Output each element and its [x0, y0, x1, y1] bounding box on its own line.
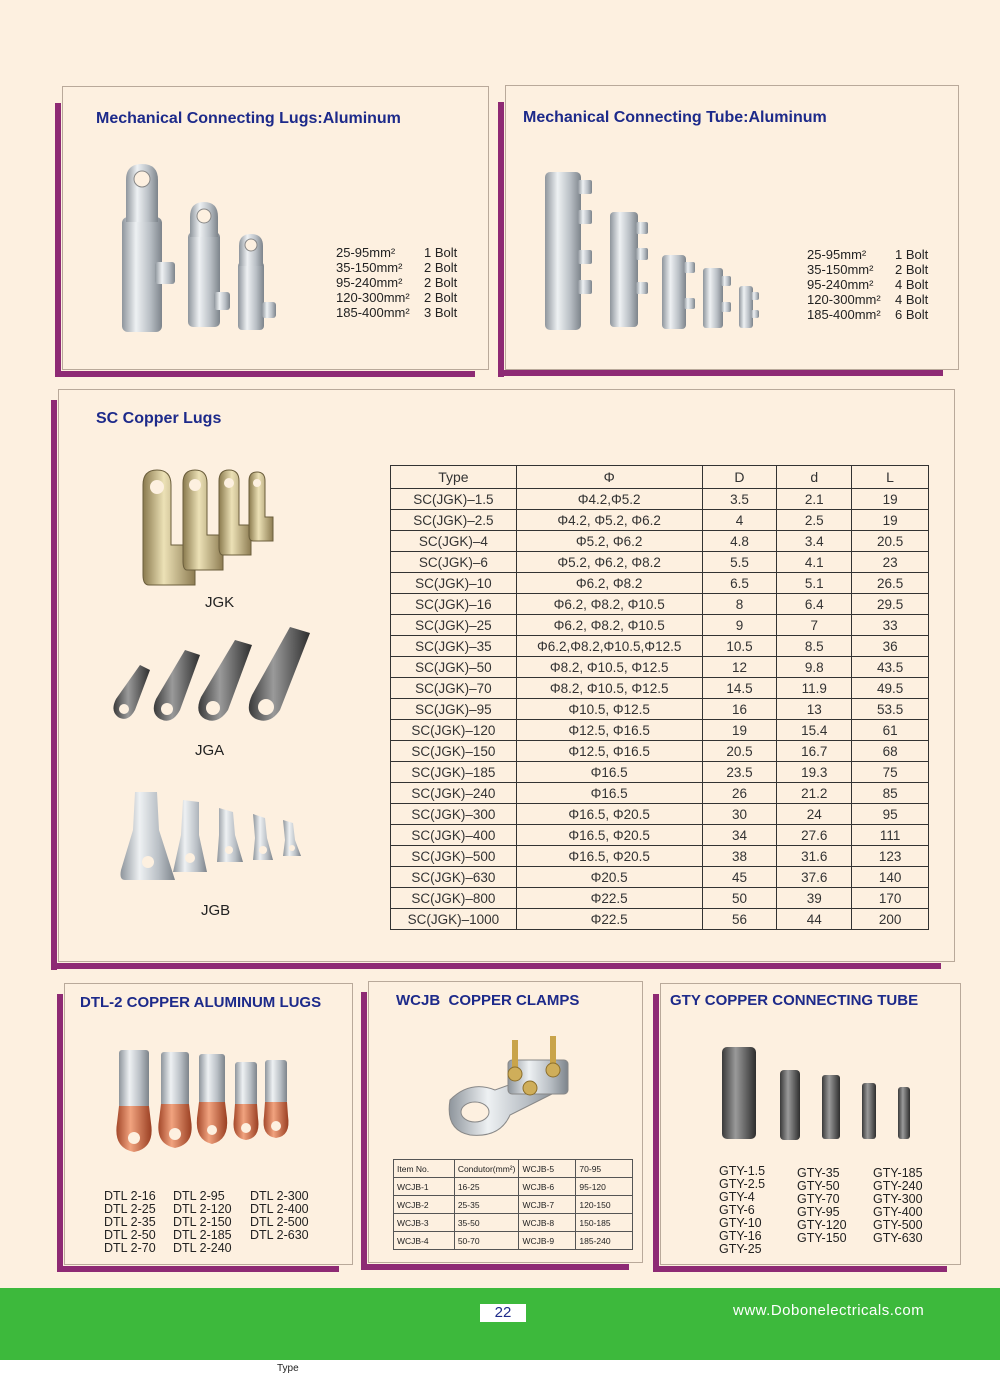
table-cell: WCJB-5 — [519, 1160, 576, 1178]
table-row — [394, 1232, 633, 1250]
table-cell: 75 — [852, 762, 929, 783]
sc-lugs-title: SC Copper Lugs — [96, 410, 222, 427]
table-cell: 14.5 — [702, 678, 777, 699]
dtl-title: DTL-2 COPPER ALUMINUM LUGS — [80, 994, 322, 1011]
table-cell: 9 — [702, 615, 777, 636]
table-cell: Φ16.5 — [516, 762, 702, 783]
table-cell: Φ22.5 — [516, 909, 702, 930]
table-cell: 26.5 — [852, 573, 929, 594]
table-cell: 21.2 — [777, 783, 852, 804]
table-cell: SC(JGK)–1000 — [391, 909, 517, 930]
table-cell: WCJB-4 — [394, 1232, 455, 1250]
table-cell: Φ5.2, Φ6.2, Φ8.2 — [516, 552, 702, 573]
table-cell: Condutor(mm²) — [454, 1160, 519, 1178]
table-cell: 8 — [702, 594, 777, 615]
table-cell: Φ8.2, Φ10.5, Φ12.5 — [516, 657, 702, 678]
table-cell: 39 — [777, 888, 852, 909]
mech-lugs-title: Mechanical Connecting Lugs:Aluminum — [96, 110, 401, 127]
table-cell: 45 — [702, 867, 777, 888]
table-cell: 8.5 — [777, 636, 852, 657]
table-cell: SC(JGK)–35 — [391, 636, 517, 657]
table-cell: SC(JGK)–95 — [391, 699, 517, 720]
table-cell: 150-185 — [576, 1214, 633, 1232]
table-row — [391, 636, 929, 657]
jgb-lug-image — [115, 790, 315, 890]
table-row — [391, 888, 929, 909]
footer-bar — [0, 1288, 1000, 1360]
table-cell: WCJB-1 — [394, 1178, 455, 1196]
table-row — [391, 531, 929, 552]
page-number: 22 — [480, 1304, 526, 1322]
table-cell: 3.5 — [702, 489, 777, 510]
table-cell: SC(JGK)–50 — [391, 657, 517, 678]
table-row — [391, 657, 929, 678]
table-cell: SC(JGK)–300 — [391, 804, 517, 825]
table-cell: 11.9 — [777, 678, 852, 699]
table-cell: WCJB-3 — [394, 1214, 455, 1232]
table-cell: 16 — [702, 699, 777, 720]
table-cell: 7 — [777, 615, 852, 636]
table-cell: 50-70 — [454, 1232, 519, 1250]
header-l: L — [852, 466, 929, 489]
table-cell: Φ20.5 — [516, 867, 702, 888]
table-cell: 9.8 — [777, 657, 852, 678]
gty-col-1: GTY-1.5 GTY-2.5 GTY-4 GTY-6 GTY-10 GTY-16 GTY-25 — [719, 1164, 766, 1256]
table-cell: 19 — [852, 489, 929, 510]
wcjb-table — [393, 1159, 633, 1250]
jga-label: JGA — [195, 742, 225, 759]
table-cell: 38 — [702, 846, 777, 867]
table-cell: SC(JGK)–800 — [391, 888, 517, 909]
header-type: Type — [391, 466, 517, 489]
wcjb-clamp-image — [440, 1030, 580, 1140]
sc-spec-table — [390, 465, 929, 930]
table-cell: 27.6 — [777, 825, 852, 846]
jgk-lug-image — [135, 465, 275, 590]
table-cell: WCJB-2 — [394, 1196, 455, 1214]
table-cell: Φ12.5, Φ16.5 — [516, 741, 702, 762]
header-d-upper: D — [702, 466, 777, 489]
table-cell: SC(JGK)–1.5 — [391, 489, 517, 510]
table-cell: 12 — [702, 657, 777, 678]
table-cell: Φ6.2, Φ8.2, Φ10.5 — [516, 594, 702, 615]
table-cell: 30 — [702, 804, 777, 825]
table-cell: SC(JGK)–16 — [391, 594, 517, 615]
table-cell: 123 — [852, 846, 929, 867]
table-cell: 43.5 — [852, 657, 929, 678]
table-cell: 95-120 — [576, 1178, 633, 1196]
table-cell: 36 — [852, 636, 929, 657]
table-cell: 200 — [852, 909, 929, 930]
table-cell: 13 — [777, 699, 852, 720]
jgb-label: JGB — [201, 902, 231, 919]
table-cell: 50 — [702, 888, 777, 909]
table-cell: SC(JGK)–10 — [391, 573, 517, 594]
table-row — [391, 762, 929, 783]
table-cell: Φ16.5, Φ20.5 — [516, 846, 702, 867]
table-header-row — [394, 1160, 633, 1178]
table-cell: 20.5 — [702, 741, 777, 762]
header-phi: Φ — [516, 466, 702, 489]
table-cell: Φ6.2,Φ8.2,Φ10.5,Φ12.5 — [516, 636, 702, 657]
table-cell: 2.5 — [777, 510, 852, 531]
table-cell: 24 — [777, 804, 852, 825]
mech-lugs-specs: 25-95mm² 1 Bolt 35-150mm² 2 Bolt 95-240mm² 2 Bolt 120-300mm² 2 Bolt 185-400mm² 3 Bolt — [336, 245, 458, 320]
table-cell: Φ4.2,Φ5.2 — [516, 489, 702, 510]
dtl-col-3: DTL 2-300 DTL 2-400 DTL 2-500 DTL 2-630 — [250, 1189, 309, 1242]
table-cell: 4 — [702, 510, 777, 531]
gty-col-2: GTY-35 GTY-50 GTY-70 GTY-95 GTY-120 GTY-150 — [797, 1166, 847, 1245]
table-cell: SC(JGK)–70 — [391, 678, 517, 699]
table-cell: SC(JGK)–630 — [391, 867, 517, 888]
gty-title: GTY COPPER CONNECTING TUBE — [670, 992, 919, 1009]
table-row — [391, 615, 929, 636]
bottom-caption: Type — [277, 1363, 299, 1374]
website-link[interactable]: www.Dobonelectricals.com — [733, 1302, 925, 1319]
table-cell: WCJB-8 — [519, 1214, 576, 1232]
table-cell: 170 — [852, 888, 929, 909]
table-cell: SC(JGK)–400 — [391, 825, 517, 846]
table-cell: 56 — [702, 909, 777, 930]
table-cell: WCJB-7 — [519, 1196, 576, 1214]
table-cell: 31.6 — [777, 846, 852, 867]
table-cell: 4.8 — [702, 531, 777, 552]
table-cell: 16-25 — [454, 1178, 519, 1196]
table-row — [394, 1196, 633, 1214]
table-row — [391, 909, 929, 930]
table-cell: 16.7 — [777, 741, 852, 762]
table-row — [391, 489, 929, 510]
table-cell: 23.5 — [702, 762, 777, 783]
table-cell: Φ16.5, Φ20.5 — [516, 804, 702, 825]
table-cell: 5.1 — [777, 573, 852, 594]
table-cell: SC(JGK)–25 — [391, 615, 517, 636]
table-cell: Item No. — [394, 1160, 455, 1178]
table-cell: Φ22.5 — [516, 888, 702, 909]
table-cell: Φ12.5, Φ16.5 — [516, 720, 702, 741]
table-row — [394, 1178, 633, 1196]
table-cell: 3.4 — [777, 531, 852, 552]
table-cell: WCJB-6 — [519, 1178, 576, 1196]
table-cell: SC(JGK)–2.5 — [391, 510, 517, 531]
table-cell: Φ10.5, Φ12.5 — [516, 699, 702, 720]
mech-tube-specs: 25-95mm² 1 Bolt 35-150mm² 2 Bolt 95-240mm² 4 Bolt 120-300mm² 4 Bolt 185-400mm² 6 Bolt — [807, 247, 929, 322]
table-cell: 35-50 — [454, 1214, 519, 1232]
table-cell: Φ8.2, Φ10.5, Φ12.5 — [516, 678, 702, 699]
table-cell: 68 — [852, 741, 929, 762]
jgk-label: JGK — [205, 594, 235, 611]
table-cell: 44 — [777, 909, 852, 930]
table-row — [394, 1214, 633, 1232]
gty-col-3: GTY-185 GTY-240 GTY-300 GTY-400 GTY-500 GTY-630 — [873, 1166, 923, 1245]
table-cell: Φ6.2, Φ8.2 — [516, 573, 702, 594]
table-row — [391, 573, 929, 594]
table-cell: SC(JGK)–240 — [391, 783, 517, 804]
table-cell: SC(JGK)–6 — [391, 552, 517, 573]
table-cell: 185-240 — [576, 1232, 633, 1250]
wcjb-title: WCJB COPPER CLAMPS — [396, 992, 580, 1009]
gty-tubes-image — [720, 1045, 920, 1145]
mech-tube-image — [540, 170, 770, 335]
table-cell: SC(JGK)–500 — [391, 846, 517, 867]
table-cell: 111 — [852, 825, 929, 846]
table-row — [391, 783, 929, 804]
table-cell: 61 — [852, 720, 929, 741]
dtl-lugs-image — [105, 1048, 305, 1158]
mech-tube-title: Mechanical Connecting Tube:Aluminum — [523, 109, 827, 126]
table-cell: Φ16.5, Φ20.5 — [516, 825, 702, 846]
table-row — [391, 720, 929, 741]
dtl-col-1: DTL 2-16 DTL 2-25 DTL 2-35 DTL 2-50 DTL 2-70 — [104, 1189, 156, 1255]
table-cell: WCJB-9 — [519, 1232, 576, 1250]
table-cell: 4.1 — [777, 552, 852, 573]
table-cell: 20.5 — [852, 531, 929, 552]
table-cell: 2.1 — [777, 489, 852, 510]
table-cell: 5.5 — [702, 552, 777, 573]
table-cell: 19.3 — [777, 762, 852, 783]
table-cell: 95 — [852, 804, 929, 825]
table-cell: 37.6 — [777, 867, 852, 888]
table-cell: 85 — [852, 783, 929, 804]
table-cell: 34 — [702, 825, 777, 846]
table-cell: 70-95 — [576, 1160, 633, 1178]
table-row — [391, 741, 929, 762]
table-cell: 19 — [852, 510, 929, 531]
table-cell: 49.5 — [852, 678, 929, 699]
jga-lug-image — [110, 625, 315, 725]
table-cell: Φ6.2, Φ8.2, Φ10.5 — [516, 615, 702, 636]
table-cell: 53.5 — [852, 699, 929, 720]
table-cell: 6.4 — [777, 594, 852, 615]
table-cell: SC(JGK)–120 — [391, 720, 517, 741]
table-row — [391, 699, 929, 720]
table-row — [391, 678, 929, 699]
table-cell: 19 — [702, 720, 777, 741]
mech-lugs-image — [118, 162, 288, 337]
table-cell: 23 — [852, 552, 929, 573]
table-header-row — [391, 466, 929, 489]
table-cell: SC(JGK)–185 — [391, 762, 517, 783]
table-cell: Φ16.5 — [516, 783, 702, 804]
table-cell: SC(JGK)–150 — [391, 741, 517, 762]
table-cell: Φ5.2, Φ6.2 — [516, 531, 702, 552]
table-cell: SC(JGK)–4 — [391, 531, 517, 552]
table-cell: 15.4 — [777, 720, 852, 741]
table-row — [391, 510, 929, 531]
table-cell: 140 — [852, 867, 929, 888]
table-cell: 29.5 — [852, 594, 929, 615]
table-row — [391, 552, 929, 573]
table-row — [391, 825, 929, 846]
dtl-col-2: DTL 2-95 DTL 2-120 DTL 2-150 DTL 2-185 DTL 2-240 — [173, 1189, 232, 1255]
table-row — [391, 846, 929, 867]
table-cell: 10.5 — [702, 636, 777, 657]
header-d-lower: d — [777, 466, 852, 489]
table-cell: 26 — [702, 783, 777, 804]
table-cell: 25-35 — [454, 1196, 519, 1214]
table-cell: 6.5 — [702, 573, 777, 594]
table-row — [391, 867, 929, 888]
table-row — [391, 594, 929, 615]
table-cell: 120-150 — [576, 1196, 633, 1214]
table-cell: 33 — [852, 615, 929, 636]
table-row — [391, 804, 929, 825]
table-cell: Φ4.2, Φ5.2, Φ6.2 — [516, 510, 702, 531]
